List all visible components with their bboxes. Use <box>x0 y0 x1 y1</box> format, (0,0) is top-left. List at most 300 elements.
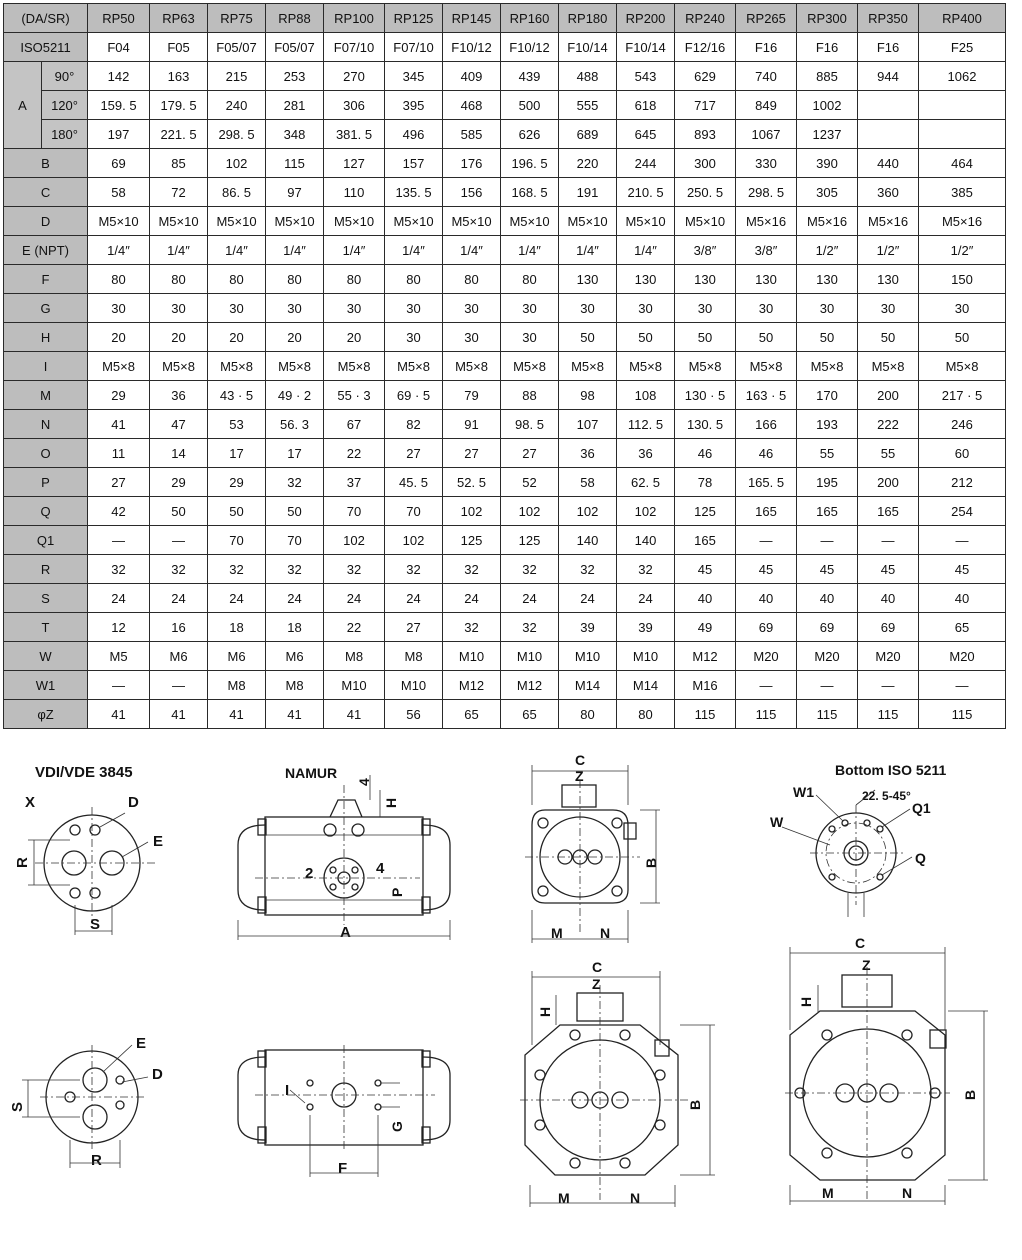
row-label: D <box>4 207 88 236</box>
table-cell: 24 <box>559 584 617 613</box>
table-cell: 102 <box>501 497 559 526</box>
table-cell: 52 <box>501 468 559 497</box>
label-d2: D <box>152 1066 163 1083</box>
label-r: R <box>14 857 31 868</box>
row-label: C <box>4 178 88 207</box>
label-e2: E <box>136 1035 147 1052</box>
table-cell: 717 <box>675 91 736 120</box>
table-cell: 1/4″ <box>324 236 385 265</box>
table-cell: 80 <box>501 265 559 294</box>
table-cell: 60 <box>919 439 1006 468</box>
table-cell: 439 <box>501 62 559 91</box>
iso-label-w1: W1 <box>793 784 814 800</box>
table-cell: M6 <box>208 642 266 671</box>
table-cell: 130 <box>736 265 797 294</box>
table-cell: 1237 <box>797 120 858 149</box>
table-cell: M5×10 <box>559 207 617 236</box>
table-cell: 67 <box>324 410 385 439</box>
table-cell: 306 <box>324 91 385 120</box>
table-row <box>4 439 1006 468</box>
label-d: D <box>128 794 139 811</box>
table-cell: 24 <box>501 584 559 613</box>
table-cell: 127 <box>324 149 385 178</box>
table-cell: 330 <box>736 149 797 178</box>
table-cell: M12 <box>675 642 736 671</box>
table-cell: 24 <box>88 584 150 613</box>
table-cell: 212 <box>919 468 1006 497</box>
table-cell: M5×8 <box>736 352 797 381</box>
small-label-n: N <box>600 925 611 941</box>
table-cell: M5×10 <box>675 207 736 236</box>
table-cell: 29 <box>150 468 208 497</box>
table-cell: 1062 <box>919 62 1006 91</box>
table-cell: 281 <box>266 91 324 120</box>
table-cell: 740 <box>736 62 797 91</box>
column-header: RP265 <box>736 4 797 33</box>
table-cell: 50 <box>919 323 1006 352</box>
table-cell: 125 <box>443 526 501 555</box>
table-cell: 32 <box>443 555 501 584</box>
table-cell: 12 <box>88 613 150 642</box>
table-cell: 17 <box>266 439 324 468</box>
table-cell: 360 <box>858 178 919 207</box>
table-cell: 62. 5 <box>617 468 675 497</box>
table-cell: 50 <box>675 323 736 352</box>
namur-title: NAMUR <box>285 765 338 781</box>
table-cell: 32 <box>88 555 150 584</box>
table-cell: 69 <box>858 613 919 642</box>
table-row <box>4 700 1006 729</box>
table-cell: 58 <box>559 468 617 497</box>
table-cell: 32 <box>559 555 617 584</box>
table-cell: 78 <box>675 468 736 497</box>
table-cell: 1/4″ <box>443 236 501 265</box>
table-cell: 500 <box>501 91 559 120</box>
table-cell: F05/07 <box>266 33 324 62</box>
table-cell: 40 <box>797 584 858 613</box>
table-cell: — <box>797 671 858 700</box>
table-cell: 29 <box>88 381 150 410</box>
table-cell: 298. 5 <box>736 178 797 207</box>
table-cell: M5×10 <box>266 207 324 236</box>
table-cell: M5×8 <box>150 352 208 381</box>
table-row <box>4 526 1006 555</box>
table-cell: 30 <box>919 294 1006 323</box>
table-cell: 70 <box>266 526 324 555</box>
label-e: E <box>153 833 164 850</box>
table-cell: 36 <box>617 439 675 468</box>
large1-label-c: C <box>592 959 603 975</box>
table-row <box>4 62 1006 91</box>
row-label: W1 <box>4 671 88 700</box>
table-cell: 3/8″ <box>675 236 736 265</box>
table-cell: F10/14 <box>617 33 675 62</box>
bottom-label-g: G <box>389 1121 405 1132</box>
table-cell <box>919 120 1006 149</box>
table-cell: M12 <box>443 671 501 700</box>
row-label: φZ <box>4 700 88 729</box>
table-cell: 45. 5 <box>385 468 443 497</box>
table-cell: 130 <box>858 265 919 294</box>
table-cell: 1/4″ <box>266 236 324 265</box>
table-cell: 348 <box>266 120 324 149</box>
table-cell: M14 <box>559 671 617 700</box>
table-cell: M10 <box>324 671 385 700</box>
table-cell: 69 <box>797 613 858 642</box>
table-cell: M5×8 <box>385 352 443 381</box>
row-label: E (NPT) <box>4 236 88 265</box>
table-cell: 37 <box>324 468 385 497</box>
table-cell: F25 <box>919 33 1006 62</box>
namur-label-4b: 4 <box>376 860 385 877</box>
row-label: P <box>4 468 88 497</box>
table-cell: — <box>736 671 797 700</box>
table-cell: 45 <box>736 555 797 584</box>
table-row <box>4 294 1006 323</box>
table-cell: F07/10 <box>324 33 385 62</box>
column-header: RP145 <box>443 4 501 33</box>
iso-label-angle: 22. 5-45° <box>862 789 911 803</box>
column-header: RP125 <box>385 4 443 33</box>
table-cell: 689 <box>559 120 617 149</box>
namur-label-4: 4 <box>356 778 372 786</box>
table-cell: 30 <box>797 294 858 323</box>
table-cell: 165 <box>736 497 797 526</box>
table-cell: 97 <box>266 178 324 207</box>
table-cell: 222 <box>858 410 919 439</box>
table-cell: F16 <box>858 33 919 62</box>
table-cell: 30 <box>559 294 617 323</box>
table-cell: M8 <box>385 642 443 671</box>
table-cell: M5×8 <box>797 352 858 381</box>
row-label: H <box>4 323 88 352</box>
table-cell: 41 <box>266 700 324 729</box>
bottom-label-i: I <box>285 1082 290 1099</box>
table-row <box>4 352 1006 381</box>
table-cell: M5×10 <box>150 207 208 236</box>
table-cell: M20 <box>919 642 1006 671</box>
table-cell: — <box>150 671 208 700</box>
table-cell: F05 <box>150 33 208 62</box>
table-cell: 22 <box>324 613 385 642</box>
column-header: RP240 <box>675 4 736 33</box>
table-cell: 98. 5 <box>501 410 559 439</box>
table-cell: 32 <box>385 555 443 584</box>
table-cell: 179. 5 <box>150 91 208 120</box>
table-cell: 102 <box>208 149 266 178</box>
table-cell: 220 <box>559 149 617 178</box>
table-cell: M10 <box>443 642 501 671</box>
table-row <box>4 236 1006 265</box>
row-label: 120° <box>42 91 88 120</box>
label-x: X <box>25 794 36 811</box>
table-cell: 381. 5 <box>324 120 385 149</box>
table-cell: 30 <box>675 294 736 323</box>
table-cell: 46 <box>675 439 736 468</box>
table-row <box>4 207 1006 236</box>
table-cell: 102 <box>617 497 675 526</box>
table-cell: 30 <box>88 294 150 323</box>
header-label: (DA/SR) <box>4 4 88 33</box>
table-cell: 50 <box>208 497 266 526</box>
row-label: Q1 <box>4 526 88 555</box>
table-cell: 55 <box>797 439 858 468</box>
dimension-table <box>3 3 1006 729</box>
small-label-z: Z <box>575 768 584 784</box>
table-row <box>4 178 1006 207</box>
bottom-label-f: F <box>338 1160 348 1177</box>
table-cell: 30 <box>324 294 385 323</box>
label-r2: R <box>91 1152 102 1169</box>
table-cell: 56 <box>385 700 443 729</box>
table-cell: 246 <box>919 410 1006 439</box>
large1-label-m: M <box>558 1190 570 1206</box>
row-group-label: A <box>4 62 42 149</box>
table-cell: 56. 3 <box>266 410 324 439</box>
large-end-view-drawing-2 <box>785 935 988 1205</box>
large-end-view-drawing <box>520 959 715 1207</box>
column-header: RP160 <box>501 4 559 33</box>
row-label: N <box>4 410 88 439</box>
table-cell: 163 <box>150 62 208 91</box>
table-cell: 195 <box>797 468 858 497</box>
table-cell: F07/10 <box>385 33 443 62</box>
table-cell: 80 <box>617 700 675 729</box>
label-s2: S <box>9 1101 26 1112</box>
column-header: RP180 <box>559 4 617 33</box>
table-cell: 157 <box>385 149 443 178</box>
table-cell: 645 <box>617 120 675 149</box>
table-cell: 50 <box>150 497 208 526</box>
table-cell: 135. 5 <box>385 178 443 207</box>
table-cell: 40 <box>919 584 1006 613</box>
large1-label-z: Z <box>592 976 601 992</box>
table-cell: 24 <box>324 584 385 613</box>
table-cell: M6 <box>150 642 208 671</box>
table-cell: 32 <box>324 555 385 584</box>
table-cell: 1/4″ <box>501 236 559 265</box>
table-cell: 14 <box>150 439 208 468</box>
table-cell: 88 <box>501 381 559 410</box>
table-cell: 24 <box>266 584 324 613</box>
table-cell: — <box>150 526 208 555</box>
table-cell: 555 <box>559 91 617 120</box>
table-cell: 102 <box>324 526 385 555</box>
table-cell: 1/4″ <box>88 236 150 265</box>
table-cell: 250. 5 <box>675 178 736 207</box>
table-cell: 30 <box>617 294 675 323</box>
table-cell: 41 <box>88 410 150 439</box>
table-cell: M10 <box>617 642 675 671</box>
table-cell: F10/12 <box>501 33 559 62</box>
table-cell: 130 <box>617 265 675 294</box>
table-row <box>4 671 1006 700</box>
table-cell: 629 <box>675 62 736 91</box>
table-cell: 24 <box>617 584 675 613</box>
table-cell <box>858 91 919 120</box>
table-cell: 80 <box>88 265 150 294</box>
table-cell: 49 <box>675 613 736 642</box>
table-row <box>4 613 1006 642</box>
table-cell: 300 <box>675 149 736 178</box>
table-cell: 165 <box>797 497 858 526</box>
table-cell: 91 <box>443 410 501 439</box>
row-label: O <box>4 439 88 468</box>
table-cell: 52. 5 <box>443 468 501 497</box>
table-cell: 20 <box>88 323 150 352</box>
table-cell: 254 <box>919 497 1006 526</box>
column-header: RP300 <box>797 4 858 33</box>
table-cell: 30 <box>443 323 501 352</box>
table-cell: 18 <box>208 613 266 642</box>
table-cell: 27 <box>385 439 443 468</box>
table-cell: 30 <box>208 294 266 323</box>
table-row <box>4 323 1006 352</box>
small-end-view-drawing <box>525 752 660 943</box>
small-label-c: C <box>575 752 586 768</box>
table-cell: M10 <box>559 642 617 671</box>
table-cell: F16 <box>736 33 797 62</box>
namur-label-2: 2 <box>305 865 314 882</box>
table-cell: M8 <box>324 642 385 671</box>
table-cell: 221. 5 <box>150 120 208 149</box>
table-cell: M5×10 <box>88 207 150 236</box>
table-cell: 30 <box>736 294 797 323</box>
table-cell: 45 <box>919 555 1006 584</box>
table-cell: 80 <box>385 265 443 294</box>
table-cell: 40 <box>858 584 919 613</box>
table-cell: 585 <box>443 120 501 149</box>
table-cell: 102 <box>559 497 617 526</box>
column-header: RP200 <box>617 4 675 33</box>
table-cell: 130 <box>797 265 858 294</box>
table-cell: 1/4″ <box>559 236 617 265</box>
table-cell: 17 <box>208 439 266 468</box>
table-cell: 45 <box>797 555 858 584</box>
table-cell: M5×8 <box>266 352 324 381</box>
table-cell: — <box>858 671 919 700</box>
table-cell: 40 <box>736 584 797 613</box>
table-cell: 115 <box>858 700 919 729</box>
table-cell: — <box>858 526 919 555</box>
table-cell: 156 <box>443 178 501 207</box>
table-row <box>4 584 1006 613</box>
technical-drawings <box>0 745 1022 1260</box>
table-cell: M5×16 <box>858 207 919 236</box>
table-cell: 20 <box>208 323 266 352</box>
table-cell: F16 <box>797 33 858 62</box>
table-cell: 115 <box>736 700 797 729</box>
table-cell: 29 <box>208 468 266 497</box>
table-cell: 1/4″ <box>617 236 675 265</box>
table-cell: 70 <box>324 497 385 526</box>
table-cell: 270 <box>324 62 385 91</box>
table-cell: 45 <box>858 555 919 584</box>
table-cell: 165 <box>858 497 919 526</box>
bottom-view-drawing <box>238 1045 450 1177</box>
table-cell: 885 <box>797 62 858 91</box>
table-cell: 30 <box>501 323 559 352</box>
table-cell: 20 <box>324 323 385 352</box>
table-cell: 65 <box>919 613 1006 642</box>
table-cell: 41 <box>88 700 150 729</box>
table-row <box>4 381 1006 410</box>
table-cell: M5×8 <box>675 352 736 381</box>
row-label: G <box>4 294 88 323</box>
table-cell: 112. 5 <box>617 410 675 439</box>
table-cell: 32 <box>150 555 208 584</box>
table-cell: 142 <box>88 62 150 91</box>
table-cell: 1/4″ <box>150 236 208 265</box>
table-cell: — <box>88 671 150 700</box>
row-label: 180° <box>42 120 88 149</box>
table-cell: 41 <box>324 700 385 729</box>
table-cell: 395 <box>385 91 443 120</box>
table-cell: 24 <box>208 584 266 613</box>
table-cell: 72 <box>150 178 208 207</box>
large1-label-n: N <box>630 1190 641 1206</box>
table-cell: 20 <box>150 323 208 352</box>
table-cell: 140 <box>617 526 675 555</box>
table-row <box>4 468 1006 497</box>
row-label: R <box>4 555 88 584</box>
table-cell: 41 <box>208 700 266 729</box>
table-cell: 80 <box>208 265 266 294</box>
column-header: RP75 <box>208 4 266 33</box>
column-header: RP400 <box>919 4 1006 33</box>
table-cell: 30 <box>501 294 559 323</box>
table-cell: 50 <box>858 323 919 352</box>
table-cell: M10 <box>501 642 559 671</box>
table-cell: 27 <box>88 468 150 497</box>
table-cell: 27 <box>385 613 443 642</box>
table-cell: 626 <box>501 120 559 149</box>
table-cell: 345 <box>385 62 443 91</box>
table-cell: F10/14 <box>559 33 617 62</box>
table-cell: M5×16 <box>797 207 858 236</box>
table-cell: M16 <box>675 671 736 700</box>
namur-label-p: P <box>389 887 405 897</box>
table-cell: 42 <box>88 497 150 526</box>
table-cell: 197 <box>88 120 150 149</box>
table-cell: 108 <box>617 381 675 410</box>
table-cell: 1/4″ <box>385 236 443 265</box>
table-cell: 32 <box>501 555 559 584</box>
table-cell: F04 <box>88 33 150 62</box>
table-row <box>4 642 1006 671</box>
large2-label-b: B <box>962 1089 978 1100</box>
table-cell: 41 <box>150 700 208 729</box>
table-cell: 36 <box>559 439 617 468</box>
table-cell: 98 <box>559 381 617 410</box>
table-cell: 130 <box>675 265 736 294</box>
table-cell: 58 <box>88 178 150 207</box>
table-cell: M6 <box>266 642 324 671</box>
column-header: RP350 <box>858 4 919 33</box>
row-label: S <box>4 584 88 613</box>
table-cell: 1067 <box>736 120 797 149</box>
table-cell: 217 · 5 <box>919 381 1006 410</box>
table-cell: 1/2″ <box>919 236 1006 265</box>
table-cell: 115 <box>675 700 736 729</box>
table-cell: 102 <box>443 497 501 526</box>
table-cell: 32 <box>443 613 501 642</box>
iso-label-q1: Q1 <box>912 800 931 816</box>
row-label: 90° <box>42 62 88 91</box>
table-cell: 893 <box>675 120 736 149</box>
table-cell: 55 <box>858 439 919 468</box>
table-cell: 65 <box>501 700 559 729</box>
